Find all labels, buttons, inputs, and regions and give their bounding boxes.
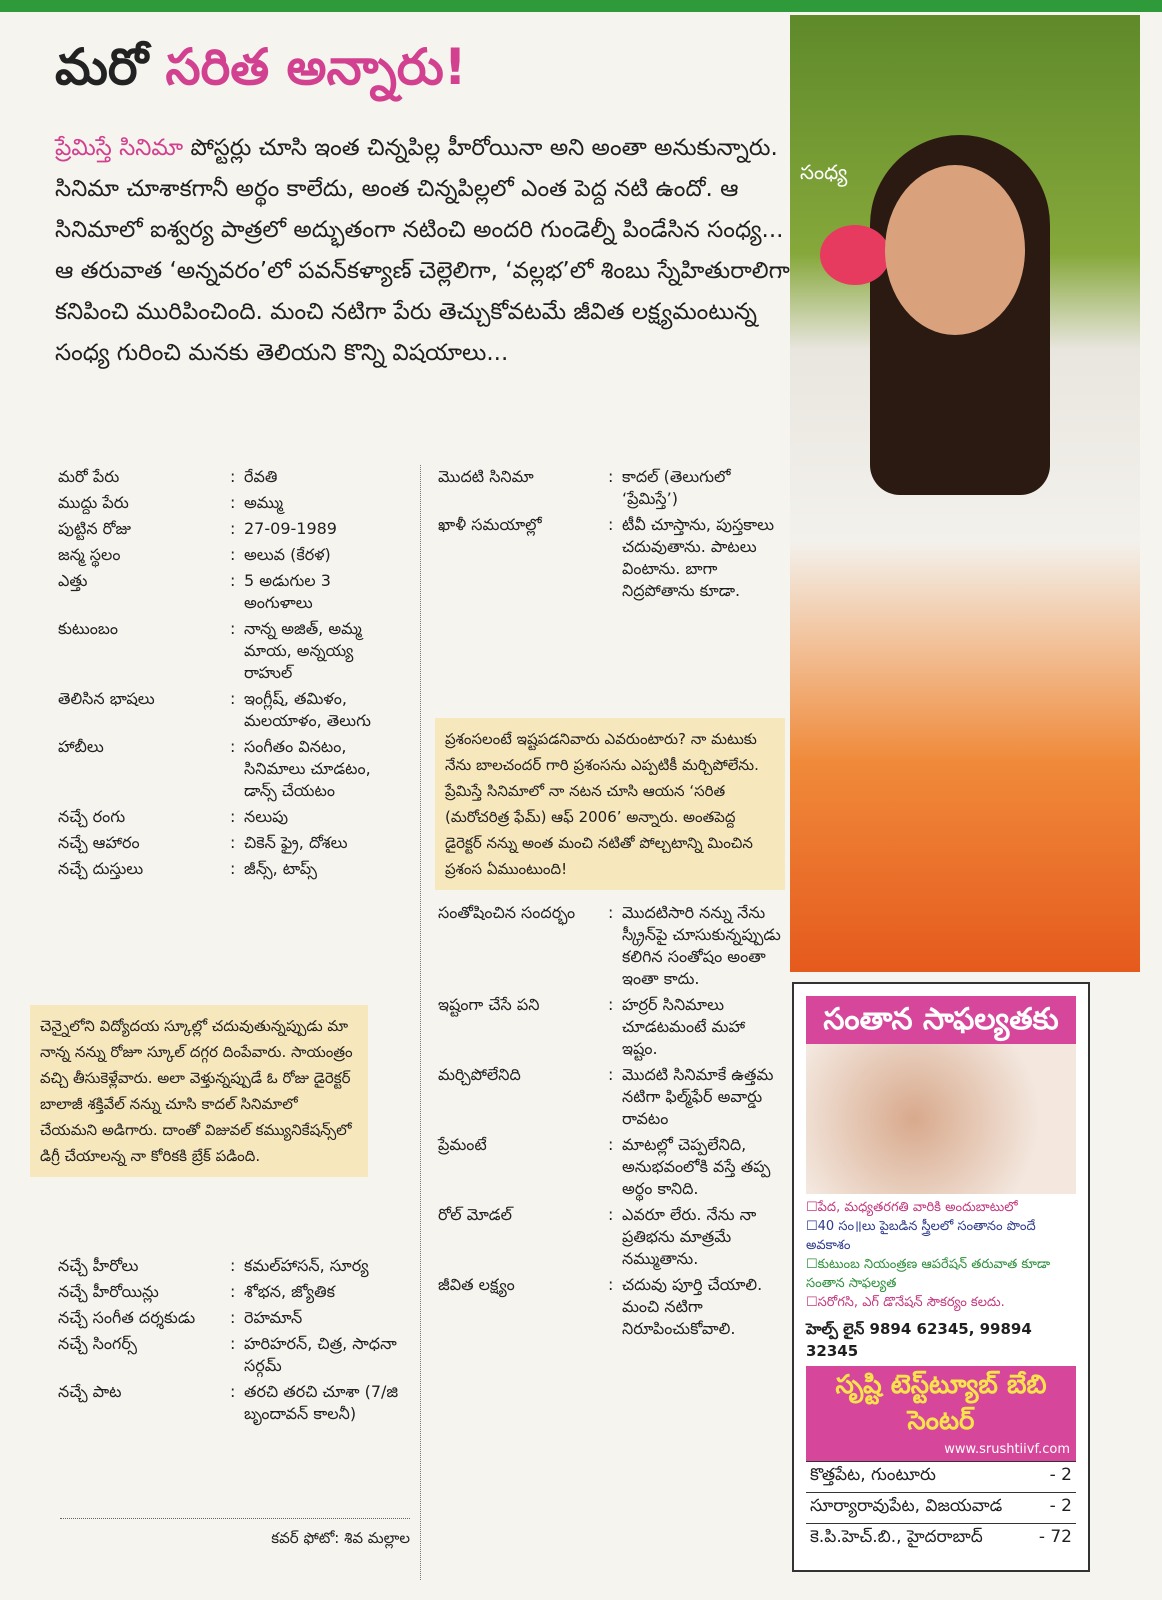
fact-colon: :: [230, 737, 236, 756]
fact-value: 5 అడుగుల 3 అంగుళాలు: [244, 571, 331, 612]
intro-paragraph: ప్రేమిస్తే సినిమా పోస్టర్లు చూసి ఇంత చిన్నపిల్ల హీరోయినా అని అంతా అనుకున్నారు. సినిమా చూశాకగానీ అర్థం కాలేదు, అంత చిన్నపిల్లలో ఎంత పెద్ద నటి ఉందో. ఆ సినిమాలో ఐశ్వర్య పాత్రలో అద్భుతంగా నటించి అందరి గుండెల్నీ పిండేసిన సంధ్య... ఆ తరువాత ‘అన్నవరం’లో పవన్‌కళ్యాణ్ చెల్లెలిగా, ‘వల్లభ’లో శింబు స్నేహితురాలిగా కనిపించి మురిపించింది. మంచి నటిగా పేరు తెచ్చుకోవటమే జీవిత లక్ష్యమంటున్న సంధ్య గురించి మనకు తెలియని కొన్ని విషయాలు...: [55, 135, 790, 366]
fact-row: [438, 514, 783, 602]
fact-label: ముద్దు పేరు: [58, 493, 129, 512]
fact-row: [58, 832, 403, 854]
fact-value: శోభన, జ్యోతిక: [244, 1282, 335, 1301]
fact-colon: :: [608, 515, 614, 534]
fact-label: నచ్చే సంగీత దర్శకుడు: [58, 1308, 196, 1327]
fact-row: [438, 1274, 783, 1340]
fact-row: [58, 858, 403, 880]
fact-label: ఇష్టంగా చేసే పని: [438, 995, 540, 1014]
fact-row: [58, 492, 403, 514]
fact-row: [58, 1307, 403, 1329]
fact-colon: :: [230, 467, 236, 486]
column-divider: [420, 465, 421, 1580]
ad-point: ☐ కుటుంబ నియంత్రణ ఆపరేషన్ తరువాత కూడా సంతాన సాఫల్యత: [806, 1255, 1076, 1293]
ad-points: [806, 1194, 1076, 1316]
fact-label: తెలిసిన భాషలు: [58, 689, 155, 708]
ad-branch: [806, 1523, 1076, 1554]
fact-value: అలువ (కేరళ): [244, 545, 331, 564]
fact-value: నలుపు: [244, 807, 289, 826]
left-facts: [58, 466, 403, 884]
branch-count: - 2: [1049, 1496, 1072, 1516]
photo-credit: కవర్ ఫోటో: శివ మల్లాల: [60, 1518, 410, 1551]
ad-url[interactable]: www.srushtiivf.com: [806, 1442, 1076, 1461]
fact-value: మొదటిసారి నన్ను నేను స్క్రీన్‌పై చూసుకున్నప్పుడు కలిగిన సంతోషం అంతా ఇంతా కాదు.: [622, 903, 781, 988]
ad-point: ☐ సరోగసి, ఎగ్ డొనేషన్ సౌకర్యం కలదు.: [806, 1293, 1076, 1312]
fact-value: చికెన్ ఫ్రై, దోశలు: [244, 833, 348, 852]
right-quote-box: ప్రశంసలంటే ఇష్టపడనివారు ఎవరుంటారు? నా మటుకు నేను బాలచందర్ గారి ప్రశంసను ఎప్పటికీ మర్చిపోలేను. ప్రేమిస్తే సినిమాలో నా నటన చూసి ఆయన ‘సరిత (మరోచరిత్ర ఫేమ్) ఆఫ్ 2006’ అన్నారు. అంతపెద్ద డైరెక్టర్ నన్ను అంత మంచి నటితో పోల్చటాన్ని మించిన ప్రశంస ఏముంటుంది!: [435, 718, 785, 890]
fact-colon: :: [230, 493, 236, 512]
fact-value: ఇంగ్లీష్, తమిళం, మలయాళం, తెలుగు: [244, 689, 371, 730]
top-color-bar: [0, 0, 1162, 12]
fact-colon: :: [230, 1382, 236, 1401]
fact-colon: :: [230, 1308, 236, 1327]
fact-label: పుట్టిన రోజు: [58, 519, 131, 538]
fact-row: [58, 736, 403, 802]
fact-row: [58, 544, 403, 566]
ad-branch: [806, 1492, 1076, 1523]
fact-label: జన్మ స్థలం: [58, 545, 121, 564]
fact-colon: :: [230, 1334, 236, 1353]
ad-branches: [806, 1461, 1076, 1554]
ad-mother-baby-image: [806, 1044, 1076, 1194]
ad-branch: [806, 1461, 1076, 1492]
ad-headline: సంతాన సాఫల్యతకు: [806, 996, 1076, 1044]
fact-colon: :: [608, 467, 614, 486]
fact-label: ఎత్తు: [58, 571, 88, 590]
fact-value: కమల్‌హాసన్, సూర్య: [244, 1256, 369, 1275]
fact-value: అమ్ము: [244, 493, 284, 512]
fact-label: నచ్చే హీరోలు: [58, 1256, 139, 1275]
fact-value: రేవతి: [244, 467, 278, 486]
fact-label: మరో పేరు: [58, 467, 120, 486]
branch-place: కొత్తపేట, గుంటూరు: [810, 1465, 936, 1485]
fact-colon: :: [608, 995, 614, 1014]
fact-label: నచ్చే రంగు: [58, 807, 126, 826]
fact-row: [438, 994, 783, 1060]
fact-colon: :: [230, 833, 236, 852]
fact-colon: :: [608, 1205, 614, 1224]
fact-row: [58, 806, 403, 828]
fact-value: 27-09-1989: [244, 519, 337, 538]
fact-label: నచ్చే హీరోయిన్లు: [58, 1282, 159, 1301]
fact-colon: :: [230, 807, 236, 826]
fact-label: ప్రేమంటే: [438, 1135, 487, 1154]
fact-colon: :: [230, 571, 236, 590]
ad-point: ☐ 40 సం॥లు పైబడిన స్త్రీలలో సంతానం పొందే అవకాశం: [806, 1217, 1076, 1255]
branch-place: సూర్యారావుపేట, విజయవాడ: [810, 1496, 1003, 1516]
left-quote-box: చెన్నైలోని విద్యోదయ స్కూల్లో చదువుతున్నప్పుడు మా నాన్న నన్ను రోజూ స్కూల్ దగ్గర దింపేవారు. సాయంత్రం వచ్చి తీసుకెళ్లేవారు. అలా వెళ్తున్నప్పుడే ఓ రోజు డైరెక్టర్ బాలాజీ శక్తివేల్ నన్ను చూసి కాదల్ సినిమాలో చేయమని అడిగారు. దాంతో విజువల్ కమ్యునికేషన్స్‌లో డిగ్రీ చేయాలన్న నా కోరికకి బ్రేక్ పడింది.: [30, 1005, 368, 1177]
right-facts: [438, 466, 783, 606]
fact-row: [438, 466, 783, 510]
fact-value: హరిహరన్, చిత్ర, సాధనా సర్గమ్: [244, 1334, 397, 1375]
fact-row: [58, 570, 403, 614]
fact-row: [58, 1333, 403, 1377]
fact-row: [58, 518, 403, 540]
fact-row: [438, 1204, 783, 1270]
fact-colon: :: [608, 903, 614, 922]
fact-row: [438, 902, 783, 990]
branch-count: - 2: [1049, 1465, 1072, 1485]
fact-label: సంతోషించిన సందర్భం: [438, 903, 576, 922]
fact-row: [58, 1255, 403, 1277]
ad-center-name: సృష్టి టెస్ట్‌ట్యూబ్ బేబి సెంటర్: [806, 1366, 1076, 1442]
fact-label: జీవిత లక్ష్యం: [438, 1275, 515, 1294]
branch-place: కె.పి.హెచ్.బి., హైదరాబాద్: [810, 1527, 983, 1547]
fact-colon: :: [230, 519, 236, 538]
branch-count: - 72: [1038, 1527, 1072, 1547]
left-facts-2: [58, 1255, 403, 1429]
fact-colon: :: [230, 1256, 236, 1275]
ad-helpline: హెల్ప్ లైన్ 9894 62345, 99894 32345: [806, 1320, 1032, 1360]
fact-colon: :: [230, 859, 236, 878]
fact-label: ఖాళీ సమయాల్లో: [438, 515, 542, 534]
ad-point: ☐ పేద, మధ్యతరగతి వారికి అందుబాటులో: [806, 1198, 1076, 1217]
fact-colon: :: [230, 1282, 236, 1301]
fact-value: మాటల్లో చెప్పలేనిది, అనుభవంలోకి వస్తే తప్ప అర్థం కానిది.: [622, 1135, 771, 1198]
fact-label: నచ్చే ఆహారం: [58, 833, 140, 852]
photo-face: [885, 165, 1025, 335]
fact-value: నాన్న అజిత్, అమ్మ మాయ, అన్నయ్య రాహుల్: [244, 619, 362, 682]
fact-value: తరచి తరచి చూశా (7/జి బృందావన్ కాలనీ): [244, 1382, 399, 1423]
fact-colon: :: [608, 1275, 614, 1294]
fact-label: మొదటి సినిమా: [438, 467, 534, 486]
fact-label: నచ్చే సింగర్స్: [58, 1334, 138, 1353]
fact-value: హర్రర్ సినిమాలు చూడటమంటే మహా ఇష్టం.: [622, 995, 745, 1058]
fact-colon: :: [608, 1065, 614, 1084]
fact-value: రెహమాన్: [244, 1308, 303, 1327]
cover-photo: [790, 15, 1140, 972]
fact-value: చదువు పూర్తి చేయాలి. మంచి నటిగా నిరూపించుకోవాలి.: [622, 1275, 763, 1338]
fact-value: మొదటి సినిమాకే ఉత్తమ నటిగా ఫిల్మ్‌ఫేర్ అవార్డు రావటం: [622, 1065, 774, 1128]
fact-label: హాబీలు: [58, 737, 104, 756]
fact-label: రోల్ మోడల్: [438, 1205, 512, 1224]
photo-caption: సంధ్య: [800, 160, 848, 184]
fact-row: [58, 1381, 403, 1425]
fact-colon: :: [230, 545, 236, 564]
fact-row: [58, 618, 403, 684]
fact-label: మర్చిపోలేనిది: [438, 1065, 521, 1084]
fact-row: [58, 466, 403, 488]
fact-colon: :: [230, 619, 236, 638]
fact-value: సంగీతం వినటం, సినిమాలు చూడటం, డాన్స్ చేయటం: [244, 737, 371, 800]
fact-colon: :: [230, 689, 236, 708]
fact-row: [438, 1064, 783, 1130]
article-title: మరో సరిత అన్నారు!: [55, 38, 467, 96]
fact-row: [58, 688, 403, 732]
fact-value: కాదల్ (తెలుగులో ‘ప్రేమిస్తే’): [622, 467, 731, 508]
fact-row: [58, 1281, 403, 1303]
photo-flower: [820, 225, 890, 285]
fact-value: టీవీ చూస్తాను, పుస్తకాలు చదువుతాను. పాటలు వింటాను. బాగా నిద్రపోతాను కూడా.: [622, 515, 775, 600]
fact-value: జీన్స్, టాప్స్: [244, 859, 317, 878]
fact-value: ఎవరూ లేరు. నేను నా ప్రతిభను మాత్రమే నమ్ముతాను.: [622, 1205, 757, 1268]
advertisement: [792, 982, 1090, 1572]
fact-label: కుటుంబం: [58, 619, 119, 638]
fact-row: [438, 1134, 783, 1200]
fact-label: నచ్చే పాట: [58, 1382, 122, 1401]
right-facts-2: [438, 902, 783, 1344]
fact-colon: :: [608, 1135, 614, 1154]
fact-label: నచ్చే దుస్తులు: [58, 859, 144, 878]
